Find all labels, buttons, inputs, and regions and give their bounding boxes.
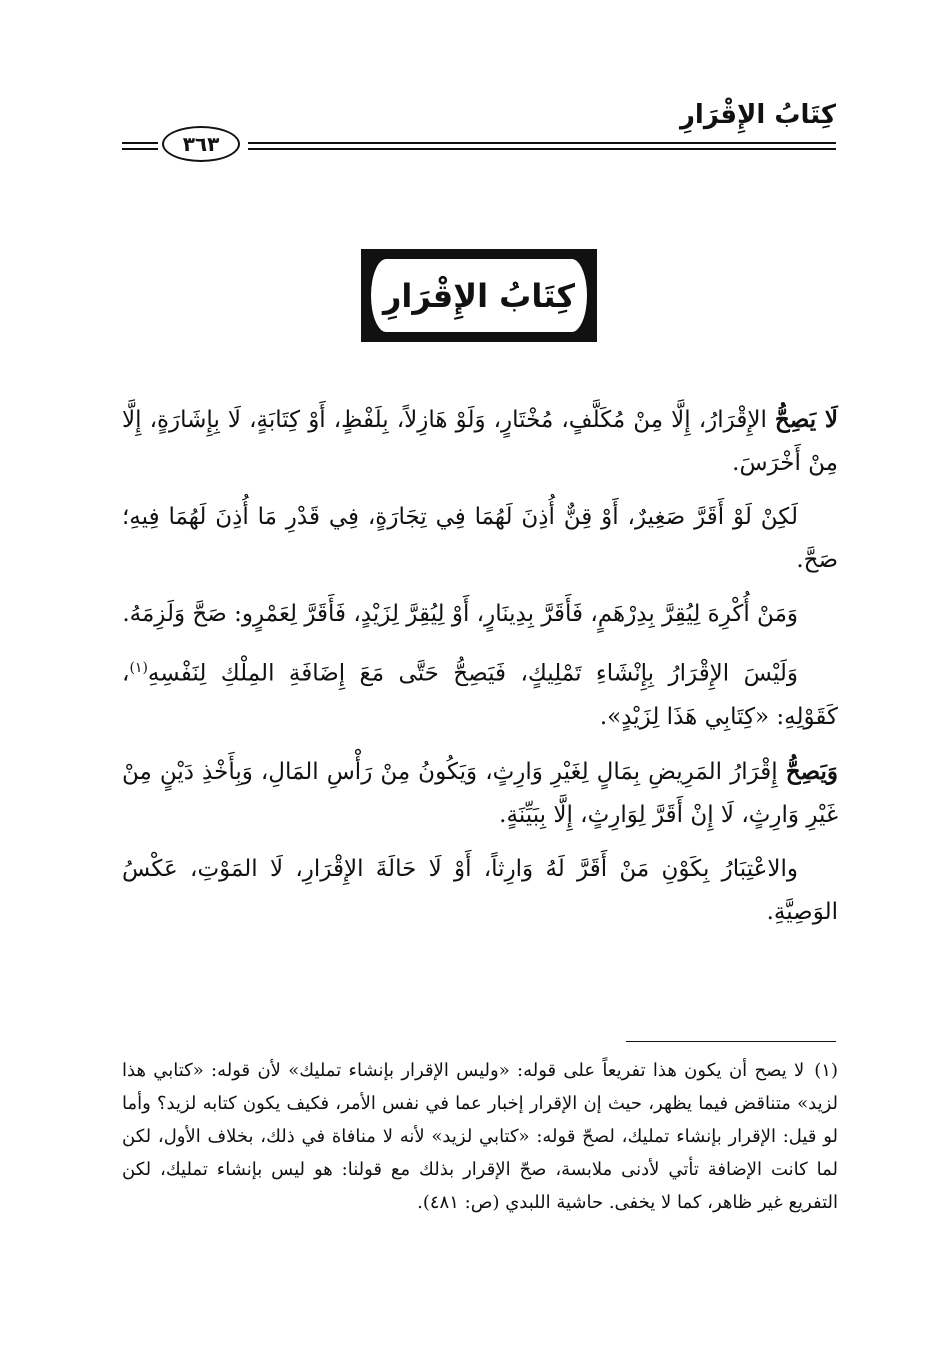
footnote-number: (١) — [814, 1060, 838, 1081]
paragraph-4-tail: ، كَقَوْلِهِ: «كِتَابِي هَذَا لِزَيْدٍ». — [122, 660, 838, 730]
chapter-title-inner — [369, 257, 589, 334]
footnote-separator — [626, 1041, 836, 1042]
paragraph-2: لَكِنْ لَوْ أَقَرَّ صَغِيرٌ، أَوْ قِنٌّ أُذِنَ لَهُمَا فِي تِجَارَةٍ، فِي قَدْرِ مَا أُذِنَ لَهُمَا فِيهِ؛ صَحَّ. — [122, 504, 838, 573]
running-title: كِتَابُ الإِقْرَارِ — [679, 100, 836, 130]
paragraph-1 — [122, 398, 838, 485]
header-rule-left-top — [122, 142, 158, 144]
main-text — [122, 398, 838, 945]
page-header — [122, 98, 836, 160]
paragraph-1-text: الإِقْرَارُ، إِلَّا مِنْ مُكَلَّفٍ، مُخْتَارٍ، وَلَوْ هَازِلاً، بِلَفْظٍ، أَوْ كِتَابَةٍ، لَا بِإِشَارَةٍ، إِلَّا مِنْ أَخْرَسَ. — [122, 407, 838, 476]
footnote-text: لا يصح أن يكون هذا تفريعاً على قوله: «وليس الإقرار بإنشاء تمليك» لأن قوله: «كتابي هذا لزيد» متناقض فيما يظهر، حيث إن الإقرار إخبار عما في نفس الأمر، فكيف يكون كتابه لزيد؟ وأما لو قيل: الإقرار بإنشاء تمليك، لصحّ قوله: «كتابي لزيد» لأنه لا منافاة في ذلك، بخلاف الأول، لكن لما كانت الإضافة تأتي لأدنى ملابسة، صحّ الإقرار بذلك مع قولنا: هو ليس بإنشاء تمليك، لكن التفريع غير ظاهر، كما لا يخفى. حاشية اللبدي (ص: ٤٨١). — [122, 1060, 838, 1213]
paragraph-1-lead: لَا يَصِحُّ — [774, 406, 838, 433]
paragraph-5-text: إِقْرَارُ المَرِيضِ بِمَالٍ لِغَيْرِ وَارِثٍ، وَيَكُونُ مِنْ رَأْسِ المَالِ، وَبِأَخْذِ دَيْنٍ مِنْ غَيْرِ وَارِثٍ، لَا إِنْ أَقَرَّ لِوَارِثٍ، إِلَّا بِبَيِّنَةٍ. — [122, 758, 838, 828]
paragraph-6: والاعْتِبَارُ بِكَوْنِ مَنْ أَقَرَّ لَهُ وَارِثاً، أَوْ لَا حَالَةَ الإِقْرَارِ، لَا المَوْتِ، عَكْسُ الوَصِيَّةِ. — [122, 855, 838, 925]
paragraph-4-text: وَلَيْسَ الإِقْرَارُ بِإِنْشَاءِ تَمْلِيكٍ، فَيَصِحُّ حَتَّى مَعَ إِضَافَةِ المِلْكِ لِنَفْسِهِ — [147, 660, 798, 687]
page-number: ٣٦٣ — [162, 126, 240, 162]
chapter-title-frame — [361, 249, 597, 342]
header-rule-bottom — [248, 148, 836, 150]
header-rule-top — [248, 142, 836, 144]
paragraph-3: وَمَنْ أُكْرِهَ لِيُقِرَّ بِدِرْهَمٍ، فَأَقَرَّ بِدِينَارٍ، أَوْ لِيُقِرَّ لِزَيْدٍ، فَأَقَرَّ لِعَمْرٍو: صَحَّ وَلَزِمَهُ. — [122, 601, 798, 627]
paragraph-5-lead: وَيَصِحُّ — [785, 757, 838, 785]
footnote-reference[interactable]: (١) — [129, 660, 148, 676]
paragraph-4 — [122, 647, 838, 739]
paragraph-5 — [122, 750, 838, 837]
header-rule-left-bottom — [122, 148, 158, 150]
chapter-title: كِتَابُ الإِقْرَارِ — [382, 276, 576, 315]
footnote — [122, 1054, 838, 1219]
